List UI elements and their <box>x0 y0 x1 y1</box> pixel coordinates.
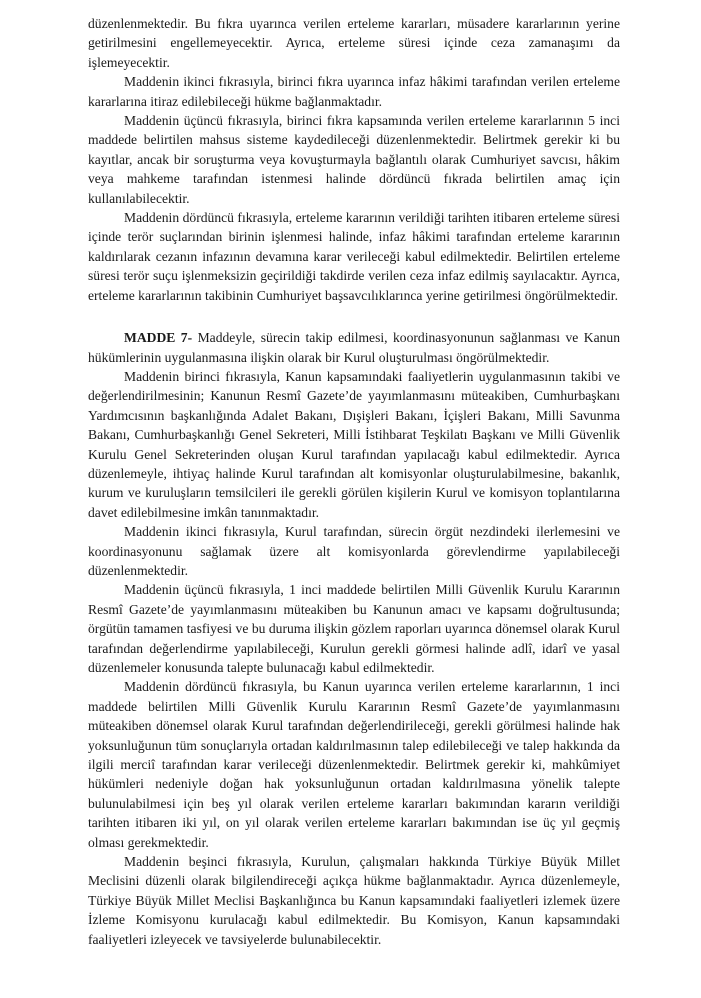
article-7-intro-text: Maddeyle, sürecin takip edilmesi, koordinasyonunun sağlanması ve Kanun hükümlerinin uygulanmasına ilişkin olarak bir Kurul oluşturulması öngörülmektedir. <box>88 330 620 365</box>
paragraph: Maddenin ikinci fıkrasıyla, Kurul tarafından, sürecin örgüt nezdindeki ilerlemesini ve koordinasyonunu sağlamak üzere alt komisyonlarda görevlendirme yapılabileceği düzenlenmektedir. <box>88 524 620 578</box>
section-spacer <box>88 305 620 328</box>
paragraph: Maddenin dördüncü fıkrasıyla, bu Kanun uyarınca verilen erteleme kararlarının, 1 inci maddede belirtilen Milli Güvenlik Kurulu Kararının Resmî Gazete’de yayımlanmasını müteakiben dönemsel olarak Kurul tarafından değerlendirileceği, gerekli görülmesi halinde hak yoksunluğunun tüm sonuçlarıyla ortadan kaldırılmasının talep edilebileceği ve talep hakkında da ilgili merciî tarafından karar verileceği düzenlenmektedir. Belirtmek gerekir ki, mahkûmiyet hükümleri nedeniyle doğan hak yoksunluğunun ortadan kaldırılmasına yönelik talepte bulunulabilmesi için beş yıl olarak verilen erteleme kararları bakımından kararın verildiği tarihten itibaren iki yıl, on yıl olarak verilen erteleme kararları bakımından ise üç yıl geçmiş olması gerekmektedir. <box>88 679 620 850</box>
paragraph: düzenlenmektedir. Bu fıkra uyarınca verilen erteleme kararları, müsadere kararlarının yerine getirilmesini engellemeyecektir. Ayrıca, erteleme süresi içinde ceza zamanaşımı da işlemeyecektir. <box>88 16 620 70</box>
article-7-label: MADDE 7- <box>124 330 193 346</box>
paragraph: Maddenin üçüncü fıkrasıyla, 1 inci maddede belirtilen Milli Güvenlik Kurulu Kararının Resmî Gazete’de yayımlanmasını müteakiben bu Kanunun amacı ve kapsamı doğrultusunda; örgütün tamamen tasfiyesi ve bu duruma ilişkin gözlem raporları uyarınca dönemsel olarak Kurul tarafından değerlendirme yapılabileceği, Kurulun gerekli görmesi halinde adlî, idarî ve yasal düzenlemeler konusunda talepte bulunacağı kabul edilmektedir. <box>88 582 620 675</box>
paragraph: Maddenin beşinci fıkrasıyla, Kurulun, çalışmaları hakkında Türkiye Büyük Millet Meclisini düzenli olarak bilgilendireceği açıkça hükme bağlanmaktadır. Ayrıca düzenlemeyle, Türkiye Büyük Millet Meclisi Başkanlığınca bu Kanun kapsamındaki faaliyetleri izlemek üzere İzleme Komisyonu kurulacağı kabul edilmektedir. Bu Komisyon, Kanun kapsamındaki faaliyetleri izleyecek ve tavsiyelerde bulunabilecektir. <box>88 854 620 947</box>
article-7-intro-paragraph <box>88 328 620 367</box>
paragraph: Maddenin dördüncü fıkrasıyla, erteleme kararının verildiği tarihten itibaren erteleme süresi içinde terör suçlarından birinin işlenmesi halinde, infaz hâkimi tarafından erteleme kararının kaldırılarak cezanın infazının devamına karar verileceği kabul edilmektedir. Belirtilen erteleme süresi terör suçu işlenmeksizin geçirildiği takdirde verilen ceza infaz edilmiş sayılacaktır. Ayrıca, erteleme kararlarının takibinin Cumhuriyet başsavcılıklarınca yerine getirilmesi öngörülmektedir. <box>88 210 620 303</box>
paragraph: Maddenin birinci fıkrasıyla, Kanun kapsamındaki faaliyetlerin uygulanmasının takibi ve değerlendirilmesinin; Kanunun Resmî Gazete’de yayımlanmasını müteakiben, Cumhurbaşkanı Yardımcısının başkanlığında Adalet Bakanı, Dışişleri Bakanı, İçişleri Bakanı, Milli Savunma Bakanı, Cumhurbaşkanlığı Genel Sekreteri, Milli İstihbarat Teşkilatı Başkanı ve Milli Güvenlik Kurulu Genel Sekreterinden oluşan Kurul tarafından yapılacağı kabul edilmektedir. Ayrıca düzenlemeyle, ihtiyaç halinde Kurul tarafından alt komisyonlar oluşturulabilmesine, bakanlık, kurum ve kuruluşların temsilcileri ile gerekli görülen kişilerin Kurul ve komisyon toplantılarına davet edilebilmesine imkân tanınmaktadır. <box>88 368 620 520</box>
paragraph: Maddenin ikinci fıkrasıyla, birinci fıkra uyarınca infaz hâkimi tarafından verilen erteleme kararlarına itiraz edilebileceği hükme bağlanmaktadır. <box>88 74 620 109</box>
paragraph: Maddenin üçüncü fıkrasıyla, birinci fıkra kapsamında verilen erteleme kararlarının 5 inci maddede belirtilen mahsus sisteme kaydedileceği düzenlenmektedir. Belirtmek gerekir ki bu kayıtlar, ancak bir soruşturma veya kovuşturmayla bağlantılı olarak Cumhuriyet savcısı, hâkim veya mahkeme tarafından istenmesi halinde dördüncü fıkrada belirtilen amaç için kullanılabilecektir. <box>88 113 620 206</box>
document-page <box>88 14 620 949</box>
